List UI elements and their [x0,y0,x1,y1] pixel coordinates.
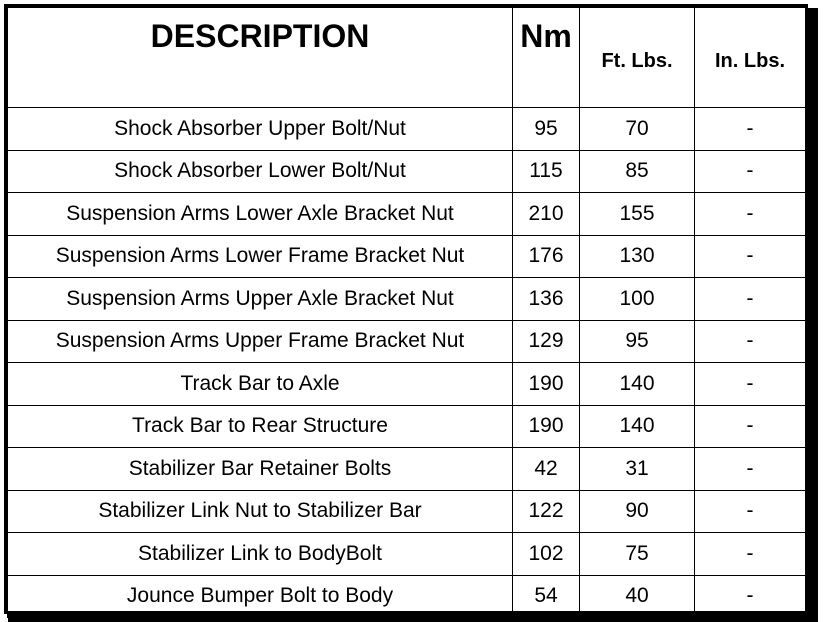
cell-in-lbs: - [695,363,806,406]
cell-description: Suspension Arms Upper Frame Bracket Nut [8,320,513,363]
table-row [8,108,806,151]
table-row [8,320,806,363]
table-row [8,405,806,448]
torque-spec-table [7,7,806,618]
cell-in-lbs: - [695,490,806,533]
table-row [8,150,806,193]
cell-description: Shock Absorber Lower Bolt/Nut [8,150,513,193]
cell-in-lbs: - [695,533,806,576]
cell-ft-lbs: 155 [580,193,695,236]
cell-in-lbs: - [695,235,806,278]
cell-in-lbs: - [695,193,806,236]
table-header-row [8,8,806,108]
cell-description: Suspension Arms Lower Frame Bracket Nut [8,235,513,278]
table-row [8,448,806,491]
cell-in-lbs: - [695,448,806,491]
cell-description: Jounce Bumper Bolt to Body [8,575,513,618]
cell-description: Track Bar to Axle [8,363,513,406]
cell-in-lbs: - [695,575,806,618]
cell-description: Stabilizer Bar Retainer Bolts [8,448,513,491]
table-row [8,490,806,533]
cell-nm: 176 [513,235,580,278]
header-ft-lbs: Ft. Lbs. [580,8,695,108]
cell-in-lbs: - [695,150,806,193]
cell-ft-lbs: 75 [580,533,695,576]
drop-shadow-right [808,8,818,618]
cell-nm: 42 [513,448,580,491]
header-in-lbs: In. Lbs. [695,8,806,108]
cell-description: Stabilizer Link to BodyBolt [8,533,513,576]
cell-ft-lbs: 100 [580,278,695,321]
cell-nm: 190 [513,363,580,406]
cell-in-lbs: - [695,108,806,151]
table-row [8,235,806,278]
cell-ft-lbs: 90 [580,490,695,533]
cell-ft-lbs: 95 [580,320,695,363]
cell-ft-lbs: 40 [580,575,695,618]
cell-description: Suspension Arms Upper Axle Bracket Nut [8,278,513,321]
cell-ft-lbs: 31 [580,448,695,491]
cell-ft-lbs: 140 [580,405,695,448]
cell-in-lbs: - [695,405,806,448]
table-row [8,533,806,576]
cell-ft-lbs: 140 [580,363,695,406]
cell-ft-lbs: 130 [580,235,695,278]
cell-nm: 129 [513,320,580,363]
table-row [8,193,806,236]
cell-in-lbs: - [695,320,806,363]
cell-in-lbs: - [695,278,806,321]
cell-ft-lbs: 70 [580,108,695,151]
cell-nm: 210 [513,193,580,236]
cell-nm: 54 [513,575,580,618]
cell-description: Shock Absorber Upper Bolt/Nut [8,108,513,151]
cell-nm: 115 [513,150,580,193]
cell-description: Suspension Arms Lower Axle Bracket Nut [8,193,513,236]
cell-nm: 95 [513,108,580,151]
cell-nm: 102 [513,533,580,576]
cell-ft-lbs: 85 [580,150,695,193]
header-nm: Nm [513,8,580,108]
cell-nm: 122 [513,490,580,533]
header-description: DESCRIPTION [8,8,513,108]
cell-nm: 136 [513,278,580,321]
cell-description: Track Bar to Rear Structure [8,405,513,448]
cell-nm: 190 [513,405,580,448]
table-row [8,575,806,618]
table-row [8,363,806,406]
table-row [8,278,806,321]
cell-description: Stabilizer Link Nut to Stabilizer Bar [8,490,513,533]
